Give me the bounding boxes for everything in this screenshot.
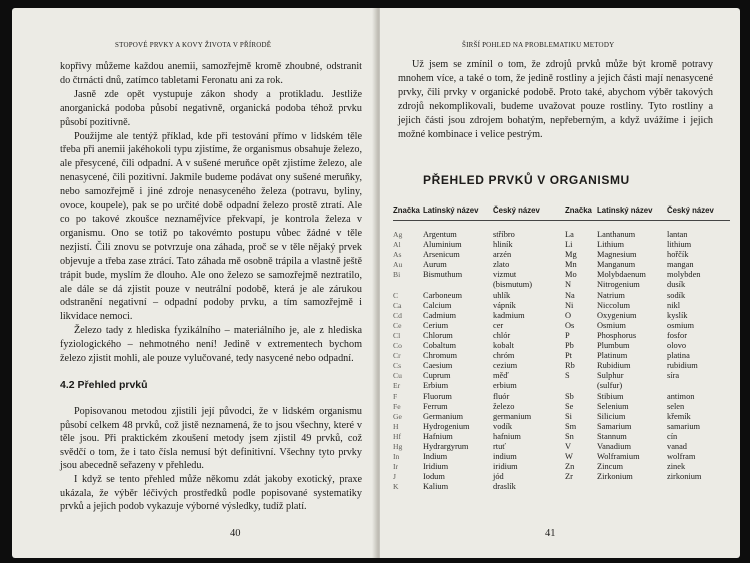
table-cell: stříbro [493,230,515,239]
table-cell: Si [565,411,572,421]
table-title: PŘEHLED PRVKŮ V ORGANISMU [423,173,630,187]
table-cell: W [565,452,573,462]
table-cell: Hg [393,441,403,451]
table-cell: Iodum [423,472,445,482]
table-cell: samarium [667,421,701,431]
paragraph: kopřivy můžeme každou anemii, samozřejmě kromě zhoubné, odstranit do čtrnácti dnů, zatímco tabletami Feronatu ani za rok. [60,61,362,86]
table-cell: Sm [565,421,577,431]
table-cell: kadmium [493,310,525,320]
table-cell: Cadmium [423,310,457,320]
table-cell: P [565,330,570,340]
table-cell: kobalt [493,341,514,351]
table-cell: Germanium [423,411,464,421]
table-row [393,260,730,270]
table-cell: hořčík [667,250,689,260]
table-cell: Mo [565,270,577,280]
table-cell: Oxygenium [597,310,637,320]
table-cell: Osmium [597,320,626,330]
table-row [393,301,730,311]
table-cell: Co [393,341,402,351]
table-cell [565,381,597,391]
table-cell: H [393,421,399,431]
table-cell: molybden [667,270,701,280]
table-cell: Na [565,290,575,300]
table-cell: (bismutum) [493,280,533,290]
right-body-text [398,58,713,141]
table-row [393,230,730,240]
table-row [393,402,730,412]
table-cell: Bi [393,270,401,280]
table-cell: Sulphur [597,371,624,381]
table-row [393,341,730,351]
table-cell: F [393,391,398,401]
table-cell: dusík [667,280,686,290]
table-cell: Manganum [597,260,636,270]
table-cell: Pt [565,351,572,361]
table-cell: olovo [667,341,687,351]
table-cell: Carboneum [423,290,463,300]
table-cell: Selenium [597,401,629,411]
table-cell: Nitrogenium [597,280,640,290]
table-cell: Hafnium [423,431,453,441]
table-cell: platina [667,351,690,361]
table-row [393,392,730,402]
table-cell: Rb [565,361,575,371]
table-cell: hliník [493,240,513,250]
table-cell: Aurum [423,260,447,270]
header-cell: Latinský název [423,206,479,215]
table-cell: Hydrogenium [423,421,470,431]
table-cell: Aluminium [423,240,462,250]
header-cell: Značka [565,206,592,215]
table-row [393,371,730,381]
table-row [393,432,730,442]
table-cell: cer [493,320,504,330]
section-heading: 4.2 Přehled prvků [60,379,148,391]
table-cell: jód [493,472,504,482]
table-cell: vápník [493,300,516,310]
table-body [393,230,730,492]
table-row [393,331,730,341]
table-cell: V [565,441,572,451]
table-cell: Lanthanum [597,230,636,239]
table-cell: Ir [393,462,399,472]
table-cell: zinek [667,462,686,472]
table-cell: Hf [393,431,402,441]
table-cell: germanium [493,411,532,421]
table-row [393,250,730,260]
table-cell: vizmut [493,270,517,280]
table-cell: Li [565,240,573,250]
table-cell [565,482,597,492]
table-cell: Al [393,240,401,250]
table-cell: Zr [565,472,573,482]
table-cell: Vanadium [597,441,631,451]
table-cell: Cobaltum [423,341,457,351]
table-cell: Sb [565,391,574,401]
table-cell: osmium [667,320,694,330]
table-cell: Silicium [597,411,626,421]
table-cell: antimon [667,391,695,401]
table-cell [597,482,667,492]
table-cell: Zn [565,462,575,472]
table-cell: arzén [493,250,512,260]
table-cell: draslík [493,482,516,492]
table-cell: cín [667,431,678,441]
table-cell: C [393,290,399,300]
table-cell [393,280,423,290]
table-cell: chróm [493,351,515,361]
table-cell: Ca [393,300,402,310]
table-row [393,442,730,452]
table-cell: Lithium [597,240,624,250]
table-cell: měď [493,371,509,381]
paragraph: Jasně zde opět vystupuje zákon shody a protikladu. Jestliže anorganická podoba působí negativně, organická podoba téhož prvku působí pozitivně. [60,88,362,128]
table-cell: J [393,472,396,482]
table-cell: Os [565,320,575,330]
table-cell: vanad [667,441,687,451]
table-cell: zirkonium [667,472,702,482]
table-cell: hafnium [493,431,521,441]
page-number-right: 41 [545,528,556,539]
table-cell: wolfram [667,452,696,462]
running-head-left: STOPOVÉ PRVKY A KOVY ŽIVOTA V PŘÍRODĚ [115,41,272,49]
paragraph: Použijme ale tentýž příklad, kde při testování přímo v lidském těle třeba při anemii jakéhokoli typu zjistíme, že organismus obsahuje železo, ale přesycené, čili odpadní. A v sušené meruňce opět zjistíme železo, ale nenasycené, čili pozitivní. Jakmile budeme podávat ony sušené meruňky, nebo samozřejmě i jiné zdroje nenasyceného železa (potravu, byliny, ovoce, koupele), pak se po určité době odpadní železo prostě ztratí. Ale co po takové zkoušce nezname̋jvíce překvapí, je kontrola železa v organismu. Ono se totiž po takovémto postupu vůbec žádné v těle nezjistí. Čili znovu se potvrzuje ona záhada, proč se v těle nějaký prvek objevuje a třeba zase ztrácí. Tato záhada mě osobně trápila a vlastně ještě trápit bude, myslím že dlouho. Ale ono železo se samozřejmě neztratilo, ale dále se dá zjistit pouze v neutrální podobě, která je ale zárukou odstranění negativní – odpadní podoby prvku, a tím samozřejmě i likvidace nemoci. [60,130,362,323]
table-cell: Pb [565,341,574,351]
table-row [393,381,730,391]
table-cell: mangan [667,260,694,270]
table-cell: Molybdaenum [597,270,646,280]
table-cell: uhlík [493,290,511,300]
table-cell: Ni [565,300,574,310]
table-row [393,240,730,250]
table-cell: fosfor [667,330,688,340]
table-cell: nikl [667,300,681,310]
table-cell: Mg [565,250,577,260]
table-cell: Ag [393,230,403,239]
table-cell: Natrium [597,290,625,300]
table-row [393,291,730,301]
table-row [393,482,730,492]
table-cell: fluór [493,391,510,401]
table-cell: Fluorum [423,391,452,401]
table-cell: In [393,452,400,462]
table-row [393,422,730,432]
table-row [393,351,730,361]
table-cell: Kalium [423,482,449,492]
table-cell: Se [565,401,574,411]
table-cell: Hydrargyrum [423,441,469,451]
table-cell: (sulfur) [597,381,623,391]
table-cell: železo [493,401,515,411]
table-cell: Cs [393,361,402,371]
table-row [393,412,730,422]
table-cell: vodík [493,421,513,431]
table-cell: As [393,250,402,260]
table-cell: Bismuthum [423,270,463,280]
table-cell: erbium [493,381,517,391]
table-cell: rubidium [667,361,698,371]
table-row [393,452,730,462]
table-cell: zlato [493,260,510,270]
table-cell: Ge [393,411,402,421]
table-row [393,270,730,280]
table-cell: rtuť [493,441,506,451]
table-row [393,280,730,290]
table-row [393,472,730,482]
paragraph: Už jsem se zmínil o tom, že zdrojů prvků může být kromě potravy mnohem více, a také o tom, že jedině rostliny a jejich části mají nenasycené prvky, čili prvky v organické podobě. Proto také, abychom výběr takových zdrojů nekomplikovali, budeme uvažovat pouze rostliny. Tyto rostliny a jejich části jsou zdrojem bohatým, nepřeberným, a když uvážíme i jejich možné kombinace i velice pestrým. [398,59,713,140]
elements-table [393,206,730,492]
table-cell: Cu [393,371,402,381]
table-cell: Ferrum [423,401,448,411]
table-cell: Sn [565,431,574,441]
table-cell: Zirkonium [597,472,633,482]
table-cell: sodík [667,290,686,300]
paragraph: I když se tento přehled může někomu zdát jakoby exotický, praxe ukázala, že výběr léčivých prostředků podle popisované systematiky prvků a jejich podob vykazuje výborné výsledky, tudíž platí. [60,473,362,513]
header-cell: Český název [667,206,714,215]
table-cell: Iridium [423,462,449,472]
table-cell: Plumbum [597,341,630,351]
table-cell: Cd [393,310,402,320]
table-cell [423,280,493,290]
table-cell [667,381,730,391]
table-cell: Indium [423,452,448,462]
table-cell: Phosphorus [597,330,637,340]
table-cell [667,482,730,492]
table-cell: O [565,310,572,320]
table-cell: Rubidium [597,361,631,371]
table-cell: síra [667,371,680,381]
header-cell: Latinský název [597,206,653,215]
paragraph: Železo tady z hlediska fyzikálního – materiálního je, ale z hlediska fyziologického – nehmotného není! Jedině v extrementech bychom železo zjistit mohli, ale pouze vylučované, tedy nasycené nebo odpadní. [60,325,362,365]
table-cell: Argentum [423,230,457,239]
running-head-right: ŠIRŠÍ POHLED NA PROBLEMATIKU METODY [462,41,615,49]
table-cell: Stannum [597,431,627,441]
table-cell: cezium [493,361,518,371]
table-header [393,206,730,221]
table-cell: Platinum [597,351,628,361]
table-cell: iridium [493,462,518,472]
table-cell: Caesium [423,361,453,371]
table-cell: Au [393,260,403,270]
table-cell: Samarium [597,421,632,431]
table-row [393,462,730,472]
page-number-left: 40 [230,528,241,539]
table-cell: Zincum [597,462,624,472]
table-cell: Ce [393,320,402,330]
table-cell: Wolframium [597,452,640,462]
table-cell: kyslík [667,310,688,320]
table-cell: N [565,280,572,290]
table-cell: S [565,371,570,381]
paragraph: Popisovanou metodou zjistili její původci, že v lidském organismu působí celkem 48 prvků, což jistě neznamená, že to jsou všechny, které v těle jsou. Při praktickém zkoušení metody jsem zjistil 49 prvků, což svědčí o tom, že i tato čísla nemusí být definitivní. Všechny tyto prvky jsou abecedně seřazeny v přehledu. [60,406,362,472]
table-cell: K [393,482,399,492]
left-page [12,8,378,558]
table-cell: Magnesium [597,250,637,260]
table-row [393,361,730,371]
section-body-text [60,405,362,514]
table-cell: křemík [667,411,691,421]
table-cell: Cerium [423,320,449,330]
table-cell: lithium [667,240,692,250]
table-cell: Cl [393,330,401,340]
table-cell: Cuprum [423,371,451,381]
table-cell: selen [667,401,685,411]
table-cell: Chlorum [423,330,453,340]
table-cell: Chromum [423,351,457,361]
header-cell: Český název [493,206,540,215]
table-row [393,311,730,321]
table-cell: lantan [667,230,688,239]
header-cell: Značka [393,206,420,215]
table-cell: Erbium [423,381,449,391]
table-cell: La [565,230,574,239]
table-cell: indium [493,452,517,462]
table-cell: Stibium [597,391,624,401]
table-cell: Er [393,381,401,391]
left-body-text [60,60,362,366]
right-page [380,8,740,558]
table-cell: Fe [393,401,401,411]
table-cell: Niccolum [597,300,631,310]
table-cell: Mn [565,260,577,270]
table-cell: Cr [393,351,401,361]
table-cell: Arsenicum [423,250,460,260]
table-cell: Calcium [423,300,452,310]
table-cell: chlór [493,330,511,340]
table-row [393,321,730,331]
